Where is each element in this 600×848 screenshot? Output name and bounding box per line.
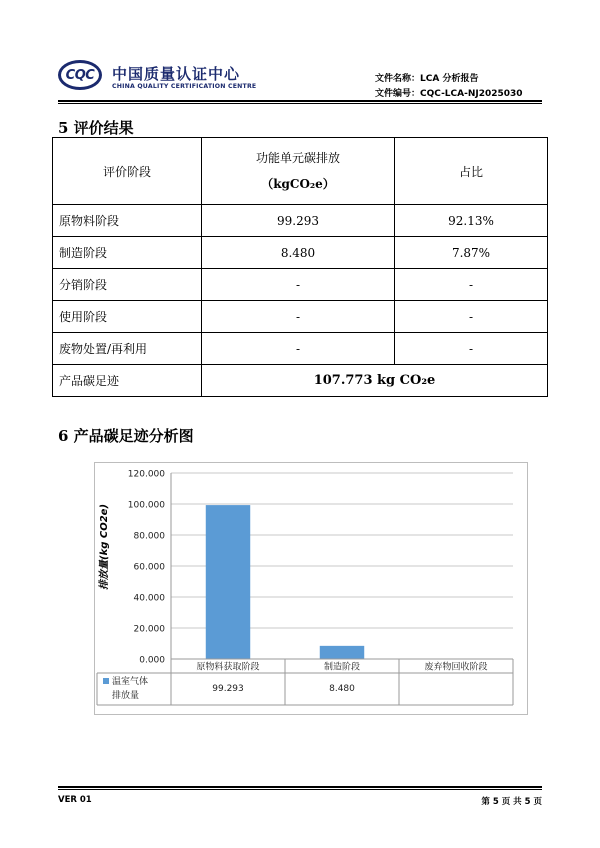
y-tick-label: 40.000 — [133, 593, 165, 604]
bar-1 — [320, 646, 364, 659]
total-value: 107.773 kg CO₂e — [202, 365, 548, 397]
header-rule — [58, 100, 542, 102]
x-category-label: 原物料获取阶段 — [196, 662, 260, 673]
table-value: 99.293 — [212, 684, 244, 694]
header-stage: 评价阶段 — [53, 138, 202, 205]
table-row — [53, 269, 548, 301]
y-tick-label: 0.000 — [139, 655, 165, 666]
share-cell: 92.13% — [395, 205, 548, 237]
share-cell: - — [395, 333, 548, 365]
table-value: 8.480 — [329, 684, 355, 694]
file-number: 文件编号：CQC-LCA-NJ2025030 — [375, 89, 523, 99]
header-share: 占比 — [395, 138, 548, 205]
share-cell: - — [395, 301, 548, 333]
table-row — [53, 333, 548, 365]
value-cell: - — [202, 301, 395, 333]
file-name: 文件名称：LCA 分析报告 — [375, 74, 479, 84]
org-name-cn: 中国质量认证中心 — [112, 65, 241, 83]
section-5-title: 5 评价结果 — [58, 119, 134, 137]
stage-cell: 制造阶段 — [53, 237, 202, 269]
results-table — [52, 137, 548, 397]
y-tick-label: 60.000 — [133, 562, 165, 573]
legend-label-line2: 排放量 — [112, 691, 140, 701]
emission-bar-chart — [95, 463, 529, 716]
page-number: 第 5 页 共 5 页 — [481, 797, 542, 807]
header-emission — [202, 138, 395, 205]
bar-0 — [206, 505, 250, 659]
table-row — [53, 301, 548, 333]
table-row — [53, 237, 548, 269]
footer-rule — [58, 786, 542, 788]
value-cell: 99.293 — [202, 205, 395, 237]
table-header-row — [53, 138, 548, 205]
stage-cell: 使用阶段 — [53, 301, 202, 333]
y-tick-label: 20.000 — [133, 624, 165, 635]
value-cell: 8.480 — [202, 237, 395, 269]
stage-cell: 废物处置/再利用 — [53, 333, 202, 365]
cqc-logo — [58, 60, 102, 90]
total-row — [53, 365, 548, 397]
header-emission-line1: 功能单元碳排放 — [255, 151, 340, 165]
y-tick-label: 120.000 — [127, 469, 165, 480]
y-tick-label: 100.000 — [127, 500, 165, 511]
legend-label-line1: 温室气体 — [112, 677, 149, 687]
org-name-en: CHINA QUALITY CERTIFICATION CENTRE — [112, 83, 257, 90]
version-label: VER 01 — [58, 795, 92, 805]
value-cell: - — [202, 333, 395, 365]
y-axis-label: 排放量(kg CO2e) — [99, 503, 110, 591]
legend-swatch — [103, 678, 109, 684]
stage-cell: 原物料阶段 — [53, 205, 202, 237]
total-label: 产品碳足迹 — [53, 365, 202, 397]
header-emission-unit: （kgCO₂e） — [261, 177, 335, 191]
y-tick-label: 80.000 — [133, 531, 165, 542]
stage-cell: 分销阶段 — [53, 269, 202, 301]
share-cell: 7.87% — [395, 237, 548, 269]
cqc-logo-text: CQC — [65, 67, 95, 83]
header-rule-thin — [58, 103, 542, 104]
chart-frame — [94, 462, 528, 715]
value-cell: - — [202, 269, 395, 301]
table-row — [53, 205, 548, 237]
section-6-title: 6 产品碳足迹分析图 — [58, 427, 194, 445]
x-category-label: 废弃物回收阶段 — [424, 662, 488, 673]
x-category-label: 制造阶段 — [323, 662, 361, 673]
share-cell: - — [395, 269, 548, 301]
footer-rule-thin — [58, 789, 542, 790]
